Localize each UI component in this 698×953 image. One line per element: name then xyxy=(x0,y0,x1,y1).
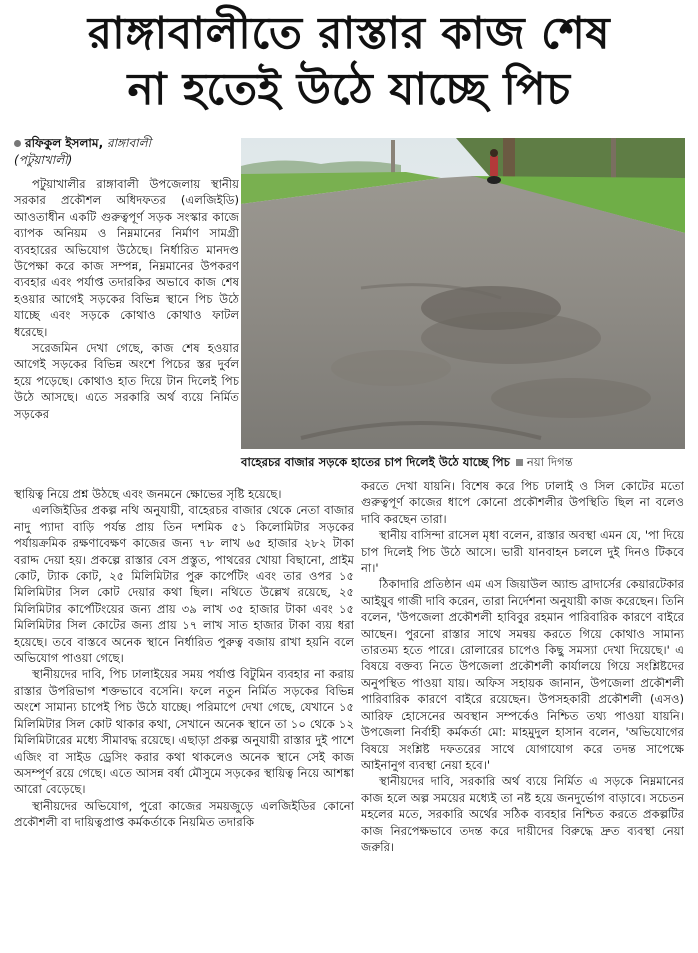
headline-line-1: রাঙ্গাবালীতে রাস্তার কাজ শেষ xyxy=(87,8,611,59)
road-photo xyxy=(241,138,685,449)
paragraph: সরেজমিন দেখা গেছে, কাজ শেষ হওয়ার আগেই সড়কের বিভিন্ন অংশে পিচের স্তর দুর্বল হয়ে পড়েছে। কোথাও হাত দিয়ে টান দিলেই পিচ উঠে আসছে। এতে সরকারি অর্থ ব্যয়ে নির্মিত সড়কের xyxy=(14,341,239,421)
photo-source: নয়া দিগন্ত xyxy=(526,455,573,469)
headline-line-2: না হতেই উঠে যাচ্ছে পিচ xyxy=(127,64,571,115)
article-column-1 xyxy=(14,176,239,481)
headline xyxy=(0,6,698,118)
paragraph: স্থানীয়দের দাবি, সরকারি অর্থ ব্যয়ে নির্মিত এ সড়কে নিম্নমানের কাজ হলে অল্প সময়ের মধ্যেই তা নষ্ট হয়ে জনদুর্ভোগ বাড়াবে। সচেতন মহলের মতে, সরকারি অর্থের সঠিক ব্যবহার নিশ্চিত করতে প্রকল্পটির কাজ নিরপেক্ষভাবে তদন্ত করে দায়ীদের বিরুদ্ধে দ্রুত ব্যবস্থা নেয়া জরুরি। xyxy=(361,774,684,854)
author-name: রফিকুল ইসলাম, xyxy=(25,136,104,150)
paragraph: স্থানীয়দের দাবি, পিচ ঢালাইয়ের সময় পর্যাপ্ত বিটুমিন ব্যবহার না করায় রাস্তার উপরিভাগ শক্তভাবে বসেনি। ফলে নতুন নির্মিত সড়কের বিভিন্ন অংশে সামান্য চাপেই পিচ উঠে যাচ্ছে। পরিমাপে দেখা গেছে, যেখানে ১৫ মিলিমিটার সিল কোট থাকার কথা, সেখানে অনেক স্থানে তা ১০ থেকে ১২ মিলিমিটারের মধ্যে সীমাবদ্ধ রয়েছে। এছাড়া প্রকল্প অনুযায়ী রাস্তার দুই পাশে এজিং বা সাইড ড্রেসিং করার কথা থাকলেও অনেক স্থানে সেই কাজ অসম্পূর্ণ রয়ে গেছে। এতে আসন্ন বর্ষা মৌসুমে সড়কের স্থায়িত্ব নিয়ে আশঙ্কা আরো বেড়েছে। xyxy=(14,667,354,797)
paragraph: ঠিকাদারি প্রতিষ্ঠান এম এস জিয়াউল অ্যান্ড ব্রাদার্সের কেয়ারটেকার আইয়ুব গাজী দাবি করেন, তারা নির্দেশনা অনুযায়ী কাজ করেছেন। তিনি বলেন, 'উপজেলা প্রকৌশলী হাবিবুর রহমান পারিবারিক কারণে বাইরে আছেন। পুরনো রাস্তার সাথে সমন্বয় করতে গিয়ে কোথাও সামান্য তারতম্য হতে পারে। রোলারের চাপেও কিছু সমস্যা দেখা দিয়েছে।' এ বিষয়ে বক্তব্য নিতে উপজেলা প্রকৌশলী কার্যালয়ে গিয়ে সংশ্লিষ্টদের অনুপস্থিত পাওয়া যায়। অফিস সহায়ক জানান, উপজেলা প্রকৌশলী পারিবারিক কারণে বাইরে রয়েছেন। উপসহকারী প্রকৌশলী (এসও) আরিফ হোসেনের অবস্থান সম্পর্কেও নিশ্চিত তথ্য পাওয়া যায়নি। উপজেলা নির্বাহী কর্মকর্তা মো: মাহমুদুল হাসান বলেন, 'অভিযোগের বিষয়ে সংশ্লিষ্ট দফতরের সাথে যোগাযোগ করে তদন্ত সাপেক্ষে আইনানুগ ব্যবস্থা নেয়া হবে।' xyxy=(361,577,684,772)
paragraph: স্থানীয়দের অভিযোগ, পুরো কাজের সময়জুড়ে এলজিইডির কোনো প্রকৌশলী বা দায়িত্বপ্রাপ্ত কর্মকর্তাকে নিয়মিত তদারকি xyxy=(14,798,354,830)
byline-district: (পটুয়াখালী) xyxy=(14,153,73,167)
paragraph: পটুয়াখালীর রাঙ্গাবালী উপজেলায় স্থানীয় সরকার প্রকৌশল অধিদফতর (এলজিইডি) আওতাধীন একটি গুরুত্বপূর্ণ সড়ক সংস্কার কাজে ব্যাপক অনিয়ম ও নিম্নমানের নির্মাণ সামগ্রী ব্যবহারের অভিযোগ উঠেছে। নির্ধারিত মানদণ্ড উপেক্ষা করে কাজ সম্পন্ন, নিম্নমানের উপকরণ ব্যবহার এবং পর্যাপ্ত তদারকির অভাবে কাজ শেষ হওয়ার আগেই সড়কের বিভিন্ন স্থানে পিচ উঠে যাচ্ছে এবং সড়কে কোথাও কোথাও ফাটল ধরেছে। xyxy=(14,177,239,339)
caption-text: বাহেরচর বাজার সড়কে হাতের চাপ দিলেই উঠে যাচ্ছে পিচ xyxy=(241,455,510,469)
article-column-wide xyxy=(14,486,354,931)
road-photo-illustration xyxy=(241,138,685,449)
paragraph: স্থায়িত্ব নিয়ে প্রশ্ন উঠছে এবং জনমনে ক্ষোভের সৃষ্টি হয়েছে। xyxy=(14,487,282,501)
byline-place: রাঙ্গাবালী xyxy=(106,136,152,150)
paragraph: এলজিইডির প্রকল্প নথি অনুযায়ী, বাহেরচর বাজার থেকে নেতা বাজার নাদু প্যাদা বাড়ি পর্যন্ত প্রায় তিন দশমিক ৫১ কিলোমিটার সড়কের পর্যায়ক্রমিক রক্ষণাবেক্ষণ কাজের জন্য ৭৮ লাখ ৬৫ হাজার ২৮২ টাকা বরাদ্দ দেয়া হয়। প্রকল্পে রাস্তার বেস প্রস্তুত, পাথরের খোয়া বিছানো, প্রাইম কোট, ট্যাক কোট, ২৫ মিলিমিটার পুরু কার্পেটিং এবং তার ওপর ১৫ মিলিমিটার সিল কোট দেয়ার কথা ছিল। নথিতে উল্লেখ রয়েছে, ২৫ মিলিমিটার কার্পেটিংয়ের জন্য প্রায় ৩৯ লাখ ৩৫ হাজার টাকা এবং ১৫ মিলিমিটার সিল কোটের জন্য প্রায় ১৭ লাখ সাত হাজার টাকা ব্যয় ধরা হয়েছে। তবে বাস্তবে অনেক স্থানে নির্ধারিত পুরুত্ব বজায় রাখা হয়নি বলে অভিযোগ পাওয়া গেছে। xyxy=(14,503,354,666)
bullet-icon xyxy=(14,140,21,147)
square-bullet-icon xyxy=(516,459,523,466)
article-column-2 xyxy=(361,478,684,938)
byline xyxy=(14,135,239,169)
photo-caption xyxy=(241,454,685,470)
paragraph: করতে দেখা যায়নি। বিশেষ করে পিচ ঢালাই ও সিল কোটের মতো গুরুত্বপূর্ণ কাজের ধাপে কোনো প্রকৌশলীর উপস্থিতি ছিল না বলেও দাবি করছেন তারা। xyxy=(361,479,684,526)
paragraph: স্থানীয় বাসিন্দা রাসেল মৃধা বলেন, রাস্তার অবস্থা এমন যে, 'পা দিয়ে চাপ দিলেই পিচ উঠে আসে। ভারী যানবাহন চললে দুই দিনও টিকবে না।' xyxy=(361,528,684,576)
